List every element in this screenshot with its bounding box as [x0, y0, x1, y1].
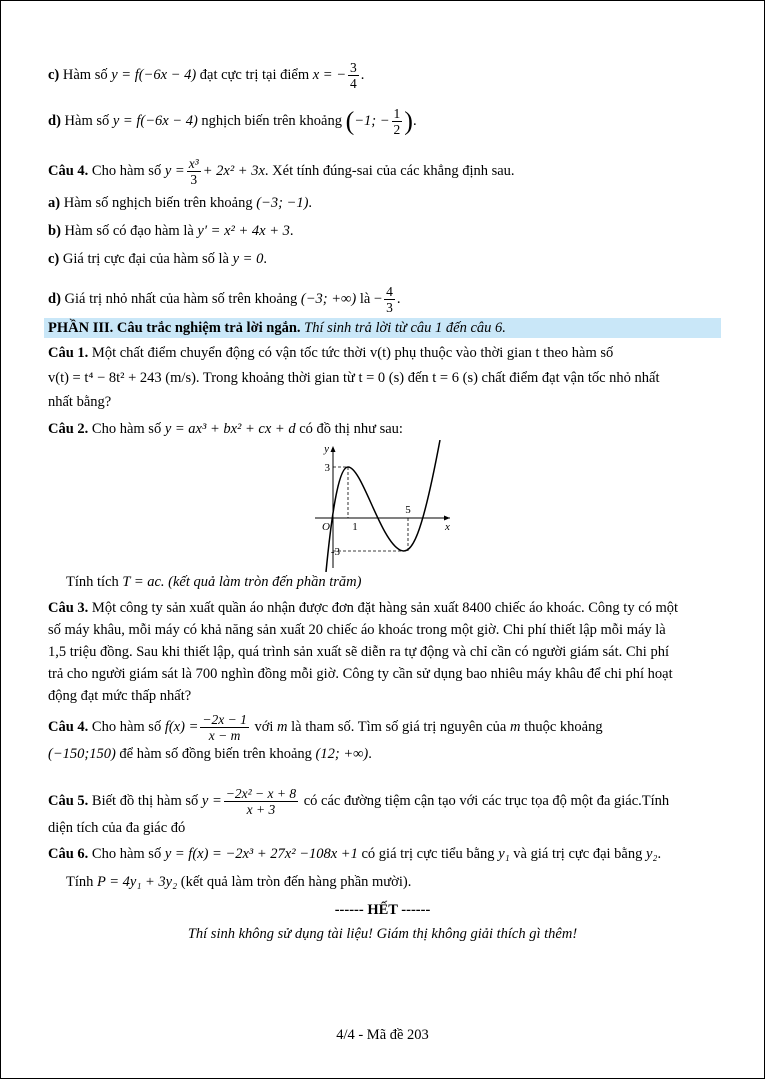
paren-right: )	[404, 106, 413, 136]
math-var: y₁	[498, 846, 510, 862]
frac-den: 3	[190, 172, 198, 187]
p3-question-6-line2	[66, 873, 411, 891]
p3-question-1	[48, 344, 613, 362]
p3-question-3-line4	[48, 665, 673, 683]
fraction	[187, 156, 201, 187]
p3-question-3-line2	[48, 621, 666, 639]
question-text: v(t) = t⁴ − 8t² + 243 (m/s). Trong khoảng thời gian từ t = 0 (s) đến t = 6 (s) chất điểm đạt vận tốc nhỏ nhất	[48, 370, 660, 386]
frac-den: 4	[350, 76, 357, 91]
question-label: Câu 6.	[48, 846, 89, 862]
math-expr: y =	[164, 162, 185, 179]
question-text: là tham số. Tìm số giá trị nguyên của	[291, 718, 507, 735]
cubic-curve	[326, 440, 440, 572]
math-var: m	[509, 718, 521, 735]
question-text: để hàm số đồng biến trên khoảng	[119, 746, 312, 762]
q4-item-d	[48, 284, 400, 315]
item-label: c)	[48, 66, 60, 83]
p3-question-3-line3	[48, 643, 669, 661]
item-text: Hàm số	[62, 66, 108, 83]
task-text: Tính tích	[66, 574, 119, 590]
paren-left: (	[345, 106, 355, 136]
fraction	[224, 786, 298, 817]
p3-question-4	[48, 712, 603, 743]
cubic-function-graph	[300, 440, 460, 572]
item-text: Hàm số	[64, 112, 110, 129]
period: .	[289, 223, 294, 239]
question-label: Câu 2.	[48, 421, 89, 437]
item-text: là	[359, 290, 371, 307]
p3-question-5-line2	[48, 819, 185, 837]
fraction	[348, 60, 359, 91]
p3-question-3-line5	[48, 687, 191, 705]
part3-title: PHẦN III. Câu trắc nghiệm trả lời ngắn.	[48, 320, 301, 336]
item-label: b)	[48, 223, 61, 239]
question-label: Câu 5.	[48, 792, 89, 809]
math-expr: −1; −	[354, 112, 390, 129]
question-text: thuộc khoảng	[524, 718, 603, 735]
frac-den: 3	[386, 300, 393, 315]
math-expr: y = f(−6x − 4)	[112, 112, 198, 129]
p3-question-2-task	[66, 573, 361, 591]
question-text: nhất bằng?	[48, 394, 112, 410]
page-number: 4/4 - Mã đề 203	[336, 1027, 429, 1043]
y-axis-label: y	[324, 443, 329, 455]
question-text: Biết đồ thị hàm số	[91, 792, 199, 809]
minus-sign: −	[373, 290, 383, 307]
fraction	[392, 106, 403, 137]
fraction	[200, 712, 248, 743]
question-text: Một chất điểm chuyển động có vận tốc tức thời v(t) phụ thuộc vào thời gian t theo hàm số	[91, 345, 614, 361]
item-c-cuc-tri	[48, 60, 364, 91]
frac-den: 2	[393, 122, 401, 137]
part3-subtitle: Thí sinh trả lời từ câu 1 đến câu 6.	[304, 320, 506, 336]
question-text: Một công ty sản xuất quần áo nhận được đơn đặt hàng sản xuất 8400 chiếc áo khoác. Công ty có một	[91, 600, 679, 616]
item-label: d)	[48, 112, 61, 129]
item-label: a)	[48, 195, 61, 211]
period: .	[412, 112, 417, 129]
math-var: y₂	[645, 846, 658, 862]
math-expr: y = f(x) = −2x³ + 27x² −108x +1	[164, 846, 358, 862]
q4-item-c	[48, 250, 267, 268]
item-d-nghich-bien	[48, 106, 417, 137]
question-label: Câu 3.	[48, 600, 89, 616]
tick-label-3: 3	[324, 462, 330, 474]
tick-label-neg3: -3	[330, 546, 340, 558]
question-text: 1,5 triệu đồng. Sau khi thiết lập, quá trình sản xuất sẽ diễn ra tự động và chỉ cần có người giám sát. Chi phí	[48, 644, 669, 660]
frac-num: 3	[350, 60, 357, 75]
frac-num: 1	[393, 106, 401, 121]
period: .	[360, 66, 365, 83]
p3-question-1-line2	[48, 369, 660, 387]
period: .	[657, 846, 662, 862]
math-expr: y′ = x² + 4x + 3	[197, 223, 290, 239]
question-label: Câu 1.	[48, 345, 89, 361]
x-axis-arrow	[444, 516, 450, 521]
math-expr: x = −	[312, 66, 346, 83]
q4-item-b	[48, 222, 293, 240]
math-expr: T = ac	[122, 574, 161, 590]
x-axis-label: x	[445, 521, 450, 533]
period: .	[368, 746, 372, 762]
math-expr: f(x) =	[164, 718, 199, 735]
math-expr: y = ax³ + bx² + cx + d	[164, 421, 296, 437]
fraction	[384, 284, 395, 315]
p3-question-4-line2	[48, 745, 372, 763]
y-axis-arrow	[331, 446, 336, 452]
frac-num: 4	[386, 284, 393, 299]
period: .	[308, 195, 313, 211]
q4-item-a	[48, 194, 312, 212]
math-var: m	[277, 718, 288, 735]
question-text: động đạt mức thấp nhất?	[48, 688, 192, 704]
math-expr: P = 4y₁ + 3y₂	[97, 874, 178, 890]
math-expr: + 2x² + 3x	[202, 162, 265, 179]
p3-question-2	[48, 420, 403, 438]
question-text: diện tích của đa giác đó	[48, 820, 186, 836]
math-expr: y =	[201, 792, 222, 809]
p3-question-1-line3	[48, 393, 111, 411]
item-text: nghịch biến trên khoảng	[201, 112, 342, 129]
item-text: Giá trị nhỏ nhất của hàm số trên khoảng	[64, 290, 298, 307]
question-text: Cho hàm số	[91, 162, 162, 179]
question-text: Cho hàm số	[91, 421, 162, 437]
p3-question-6	[48, 845, 661, 863]
question-text: trả cho người giám sát là 700 nghìn đồng mỗi giờ. Công ty cần sử dụng bao nhiêu máy khâu để chi phí hoạt	[48, 666, 673, 682]
p3-question-3	[48, 599, 678, 617]
math-expr: (−150;150)	[48, 746, 116, 762]
item-text: Hàm số nghịch biến trên khoảng	[63, 195, 253, 211]
period: .	[263, 251, 267, 267]
end-mark: ------ HẾT ------	[334, 902, 431, 918]
question-label: Câu 4.	[48, 162, 89, 179]
tick-label-5: 5	[405, 504, 411, 516]
item-label: c)	[48, 251, 60, 267]
question-text: số máy khâu, mỗi máy có khả năng sản xuất 20 chiếc áo khoác trong một giờ. Chi phí thiết lập mỗi máy là	[48, 622, 666, 638]
question-text: với	[254, 718, 274, 735]
task-note: . (kết quả làm tròn đến phần trăm)	[160, 574, 362, 590]
item-text: đạt cực trị tại điểm	[199, 66, 310, 83]
question-text: Cho hàm số	[91, 718, 162, 735]
question-text: có giá trị cực tiểu bằng	[361, 846, 495, 862]
question-text: Tính	[66, 874, 94, 890]
frac-num: −2x − 1	[202, 712, 247, 727]
period: .	[396, 290, 401, 307]
frac-num: x³	[188, 156, 199, 171]
item-label: d)	[48, 290, 61, 307]
item-text: Giá trị cực đại của hàm số là	[62, 251, 229, 267]
p3-question-5	[48, 786, 669, 817]
question-text: . Xét tính đúng-sai của các khẳng định sau.	[264, 162, 515, 179]
guide-lines	[333, 467, 408, 551]
question-4-header	[48, 156, 515, 187]
question-text: Cho hàm số	[91, 846, 162, 862]
question-label: Câu 4.	[48, 718, 89, 735]
question-text: có đồ thị như sau:	[299, 421, 403, 437]
part3-heading	[48, 319, 506, 337]
frac-num: −2x² − x + 8	[225, 786, 297, 801]
math-expr: y = 0	[232, 251, 264, 267]
math-expr: (−3; +∞)	[300, 290, 357, 307]
frac-den: x + 3	[246, 802, 276, 817]
question-text: và giá trị cực đại bằng	[513, 846, 643, 862]
origin-label: O	[322, 521, 330, 533]
question-text: có các đường tiệm cận tạo với các trục tọa độ một đa giác.Tính	[303, 792, 670, 809]
exam-note: Thí sinh không sử dụng tài liệu! Giám thị không giải thích gì thêm!	[187, 926, 578, 942]
math-expr: (−3; −1)	[256, 195, 309, 211]
math-expr: (12; +∞)	[315, 746, 369, 762]
item-text: Hàm số có đạo hàm là	[64, 223, 194, 239]
tick-label-1: 1	[352, 521, 358, 533]
question-text: (kết quả làm tròn đến hàng phần mười).	[180, 874, 412, 890]
math-expr: y = f(−6x − 4)	[111, 66, 197, 83]
frac-den: x − m	[208, 728, 241, 743]
